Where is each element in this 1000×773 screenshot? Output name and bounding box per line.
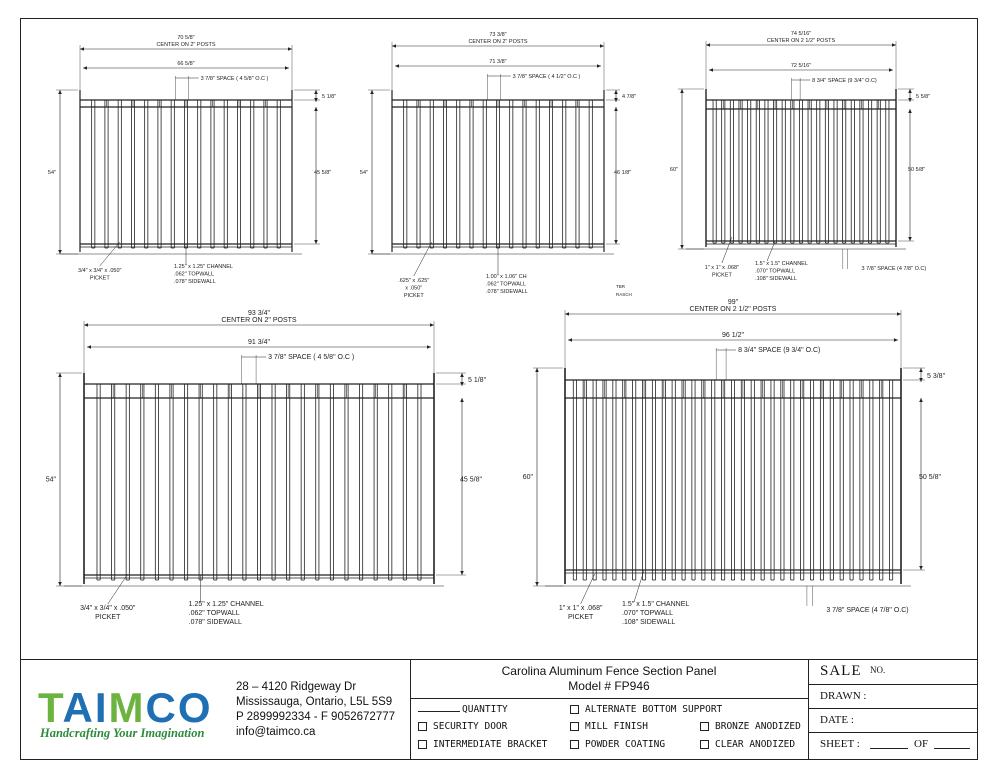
overall-width-note: CENTER ON 2" POSTS xyxy=(468,39,528,45)
sheet-number-line xyxy=(870,748,908,749)
picket-height-label: 50 5/8" xyxy=(908,167,926,173)
checkbox[interactable] xyxy=(418,722,427,731)
picket-height-label: 45 5/8" xyxy=(460,476,482,484)
overall-height-label: 60" xyxy=(522,474,533,481)
picket-spec-label: 3/4" x 3/4" x .050" xyxy=(80,605,136,612)
picket-spec-label: PICKET xyxy=(89,275,110,282)
bottom-space-label: 3 7/8" SPACE (4 7/8" O.C) xyxy=(826,607,909,614)
arrowhead xyxy=(460,398,464,402)
top-gap-label: 5 5/8" xyxy=(916,94,931,100)
arrowhead xyxy=(84,323,88,327)
checkbox[interactable] xyxy=(700,740,709,749)
arrowhead xyxy=(370,250,374,254)
checkbox[interactable] xyxy=(570,705,579,714)
top-gap-label: 5 3/8" xyxy=(927,373,946,380)
option-intermediate-bracket[interactable]: INTERMEDIATE BRACKET xyxy=(418,739,547,750)
arrowhead xyxy=(535,368,539,372)
picket-height-label: 46 1/8" xyxy=(614,170,632,176)
channel-spec-label: .078" SIDEWALL xyxy=(486,289,528,295)
picket-spec-label: x .050" xyxy=(405,285,423,292)
address-line: Mississauga, Ontario, L5L 5S9 xyxy=(236,696,393,708)
top-gap-label: 5 1/8" xyxy=(322,94,337,100)
address-line: 28 – 4120 Ridgeway Dr xyxy=(236,681,357,693)
email-line: info@taimco.ca xyxy=(236,726,316,738)
arrowhead xyxy=(427,345,431,349)
arrowhead xyxy=(680,245,684,249)
checkbox[interactable] xyxy=(418,740,427,749)
taimco-logo: TAIMCO xyxy=(38,684,213,731)
overall-width-label: 73 3/8" xyxy=(489,32,507,38)
arrowhead xyxy=(58,582,62,586)
arrowhead xyxy=(706,43,710,47)
overall-width-label: 99" xyxy=(727,299,739,306)
arrowhead xyxy=(897,312,901,316)
product-title: Carolina Aluminum Fence Section Panel xyxy=(501,664,717,678)
overall-width-note: CENTER ON 2" POSTS xyxy=(221,317,297,324)
logo-panel xyxy=(20,660,411,760)
option-powder-coating[interactable]: POWDER COATING xyxy=(570,739,665,750)
arrowhead xyxy=(83,66,87,70)
arrowhead xyxy=(460,571,464,575)
arrowhead xyxy=(58,373,62,377)
overall-height-label: 54" xyxy=(47,170,56,176)
quantity-field[interactable] xyxy=(418,704,508,715)
arrowhead xyxy=(889,68,893,72)
leader-line xyxy=(108,574,128,604)
spacing-label: 3 7/8" SPACE ( 4 1/2" O.C ) xyxy=(512,74,581,80)
sheet-total-line xyxy=(934,748,970,749)
overall-width-note: CENTER ON 2 1/2" POSTS xyxy=(689,306,777,313)
option-clear-anodized[interactable]: CLEAR ANODIZED xyxy=(700,739,795,750)
checkbox[interactable] xyxy=(570,722,579,731)
spacing-label: 8 3/4" SPACE (9 3/4" O.C) xyxy=(738,347,821,354)
option-bronze-anodized[interactable]: BRONZE ANODIZED xyxy=(700,721,801,732)
picket-spec-label: PICKET xyxy=(567,614,594,621)
overall-width-note: CENTER ON 2" POSTS xyxy=(156,42,216,48)
overall-width-label: 70 5/8" xyxy=(177,35,195,41)
spacing-label: 3 7/8" SPACE ( 4 5/8" O.C ) xyxy=(268,354,355,361)
option-security-door[interactable]: SECURITY DOOR xyxy=(418,721,507,732)
picket-height-label: 45 5/8" xyxy=(314,170,332,176)
arrowhead xyxy=(908,89,912,93)
picket-spec-label: PICKET xyxy=(95,614,121,621)
drawing-note: RASCH xyxy=(616,292,632,297)
channel-spec-label: 1.5" x 1.5" CHANNEL xyxy=(622,601,690,608)
arrowhead xyxy=(314,107,318,111)
channel-spec-label: .078" SIDEWALL xyxy=(188,619,242,626)
arrowhead xyxy=(565,312,569,316)
sale-row: SALE NO. xyxy=(808,660,978,685)
arrowhead xyxy=(614,90,618,94)
inner-width-label: 71 3/8" xyxy=(489,59,507,65)
arrowhead xyxy=(392,44,396,48)
arrowhead xyxy=(919,566,923,570)
arrowhead xyxy=(568,338,572,342)
arrowhead xyxy=(285,66,289,70)
arrowhead xyxy=(894,338,898,342)
arrowhead xyxy=(460,373,464,377)
arrowhead xyxy=(58,90,62,94)
arrowhead xyxy=(908,109,912,113)
arrowhead xyxy=(314,240,318,244)
sale-panel xyxy=(808,660,978,760)
arrowhead xyxy=(908,237,912,241)
picket-height-label: 50 5/8" xyxy=(919,474,941,481)
picket-spec-label: 1" x 1" x .068" xyxy=(558,605,603,612)
top-gap-label: 4 7/8" xyxy=(622,94,637,100)
leader-line xyxy=(581,574,595,604)
inner-width-label: 91 3/4" xyxy=(248,339,270,346)
channel-spec-label: 1.00" x 1.06" CH xyxy=(486,274,527,280)
overall-height-label: 54" xyxy=(45,476,56,484)
arrowhead xyxy=(58,250,62,254)
arrowhead xyxy=(535,582,539,586)
channel-spec-label: .108" SIDEWALL xyxy=(755,276,797,282)
channel-spec-label: .108" SIDEWALL xyxy=(622,619,676,626)
arrowhead xyxy=(709,68,713,72)
arrowhead xyxy=(680,89,684,93)
title-block xyxy=(20,659,978,760)
arrowhead xyxy=(87,345,91,349)
model-number: Model # FP946 xyxy=(568,679,650,693)
company-address xyxy=(236,680,395,740)
date-row[interactable]: DATE : xyxy=(808,708,978,733)
arrowhead xyxy=(600,44,604,48)
arrowhead xyxy=(370,90,374,94)
spacing-label: 3 7/8" SPACE ( 4 5/8" O.C ) xyxy=(200,76,269,82)
overall-height-label: 54" xyxy=(359,170,368,176)
option-mill-finish[interactable]: MILL FINISH xyxy=(570,721,648,732)
sheet-row[interactable]: SHEET : OF xyxy=(808,732,978,760)
picket-spec-label: PICKET xyxy=(711,272,732,279)
overall-width-note: CENTER ON 2 1/2" POSTS xyxy=(766,38,836,44)
drawing-note: TBR xyxy=(616,284,625,289)
divider xyxy=(410,698,808,699)
overall-width-label: 74 5/16" xyxy=(790,31,812,37)
channel-spec-label: 1.5" x 1.5" CHANNEL xyxy=(755,261,808,267)
checkbox[interactable] xyxy=(570,740,579,749)
panel-title xyxy=(410,664,808,694)
channel-spec-label: 1.25" x 1.25" CHANNEL xyxy=(188,601,264,608)
channel-spec-label: .062" TOPWALL xyxy=(486,281,527,288)
picket-spec-label: 3/4" x 3/4" x .050" xyxy=(78,268,122,274)
picket-spec-label: PICKET xyxy=(403,293,424,299)
spec-panel xyxy=(410,660,809,760)
channel-spec-label: .070" TOPWALL xyxy=(755,268,796,275)
arrowhead xyxy=(597,64,601,68)
checkbox[interactable] xyxy=(700,722,709,731)
arrowhead xyxy=(395,64,399,68)
arrowhead xyxy=(430,323,434,327)
logo-tagline: Handcrafting Your Imagination xyxy=(40,726,205,740)
bottom-space-label: 3 7/8" SPACE (4 7/8" O.C) xyxy=(861,266,927,272)
channel-spec-label: .070" TOPWALL xyxy=(622,610,674,617)
phone-line: P 2899992334 - F 9052672777 xyxy=(236,711,396,723)
channel-spec-label: .078" SIDEWALL xyxy=(174,279,216,285)
arrowhead xyxy=(919,398,923,402)
arrowhead xyxy=(614,107,618,111)
picket-spec-label: .625" x .625" xyxy=(398,278,430,284)
top-gap-label: 5 1/8" xyxy=(468,377,487,384)
arrowhead xyxy=(614,240,618,244)
arrowhead xyxy=(314,90,318,94)
channel-spec-label: .062" TOPWALL xyxy=(188,610,240,617)
drawn-row[interactable]: DRAWN : xyxy=(808,684,978,709)
quantity-label: QUANTITY xyxy=(462,704,508,715)
arrowhead xyxy=(288,47,292,51)
arrowhead xyxy=(919,368,923,372)
spacing-label: 8 3/4" SPACE (9 3/4" O.C) xyxy=(812,78,877,84)
overall-width-label: 93 3/4" xyxy=(248,310,270,317)
inner-width-label: 66 5/8" xyxy=(177,61,195,67)
picket-spec-label: 1" x 1" x .068" xyxy=(704,265,740,271)
channel-spec-label: 1.25" x 1.25" CHANNEL xyxy=(174,264,233,270)
arrowhead xyxy=(80,47,84,51)
overall-height-label: 60" xyxy=(669,167,678,173)
inner-width-label: 96 1/2" xyxy=(722,332,744,339)
option-alt-bottom[interactable]: ALTERNATE BOTTOM SUPPORT xyxy=(570,704,722,715)
inner-width-label: 72 5/16" xyxy=(790,63,812,69)
channel-spec-label: .062" TOPWALL xyxy=(174,271,215,278)
arrowhead xyxy=(892,43,896,47)
